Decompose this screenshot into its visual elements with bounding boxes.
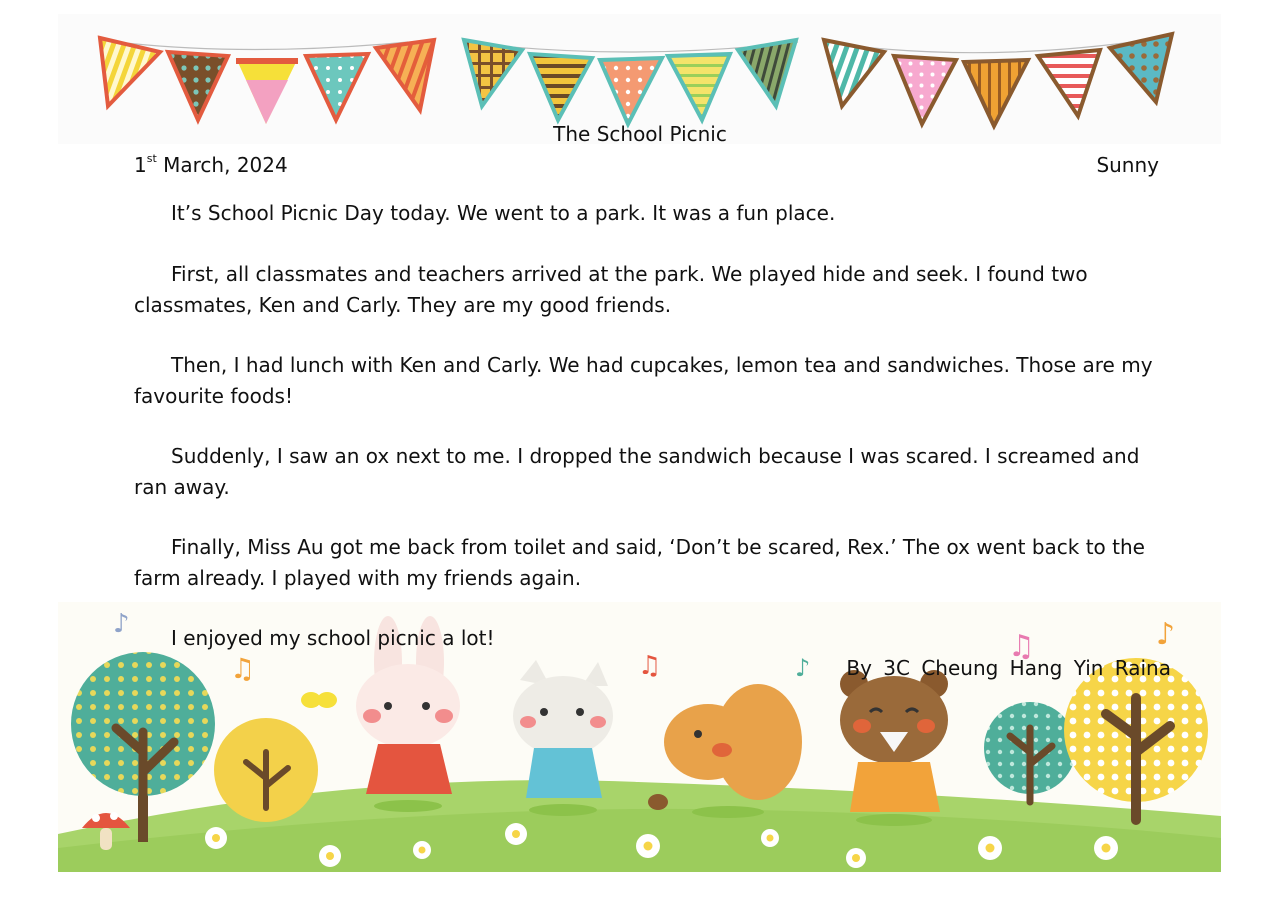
paragraph-conclusion: I enjoyed my school picnic a lot! [171,626,495,650]
svg-text:♫: ♫ [1008,629,1035,664]
date-day: 1 [134,153,147,177]
svg-text:♪: ♪ [795,654,811,682]
author-signature: By 3C Cheung Hang Yin Raina [846,656,1171,680]
date-suffix: st [146,152,157,166]
paragraph-then: Then, I had lunch with Ken and Carly. We had cupcakes, lemon tea and sandwiches. Those are my favourite foods! [134,353,1153,408]
paragraph-intro: It’s School Picnic Day today. We went to a park. It was a fun place. [171,201,836,225]
svg-text:♪: ♪ [1156,617,1176,652]
svg-text:♫: ♫ [230,652,256,685]
date-line [134,153,288,177]
svg-text:♫: ♫ [638,651,662,681]
svg-text:♪: ♪ [113,609,130,639]
weather-label: Sunny [1096,153,1159,177]
date-month-year: March, 2024 [156,153,288,177]
page-title: The School Picnic [553,122,727,146]
paragraph-suddenly: Suddenly, I saw an ox next to me. I dropped the sandwich because I was scared. I screamed and ran away. [134,444,1140,499]
paragraph-first: First, all classmates and teachers arrived at the park. We played hide and seek. I found two classmates, Ken and Carly. They are my good friends. [134,262,1088,317]
paragraph-finally: Finally, Miss Au got me back from toilet and said, ‘Don’t be scared, Rex.’ The ox went back to the farm already. I played with my friends again. [134,535,1145,590]
